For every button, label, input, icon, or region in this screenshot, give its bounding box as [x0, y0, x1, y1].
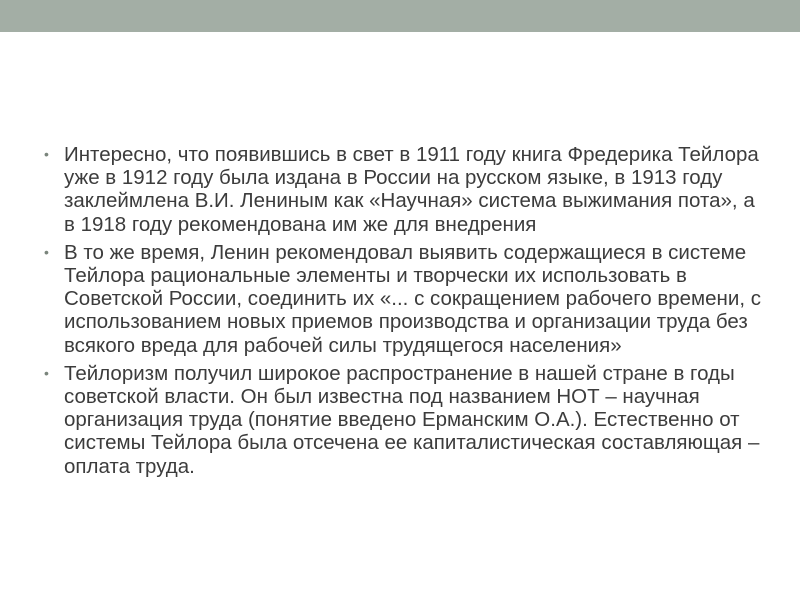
bullet-dot-icon: •: [44, 364, 49, 381]
slide-content: [44, 143, 764, 483]
bullet-item-3: [44, 362, 764, 478]
bullet-text-1: Интересно, что появившись в свет в 1911 году книга Фредерика Тейлора уже в 1912 году была издана в России на русском языке, в 1913 году заклеймлена В.И. Лениным как «Научная» система выжимания пота», а в 1918 году рекомендована им же для внедрения: [64, 143, 759, 236]
bullet-item-2: [44, 241, 764, 357]
top-accent-bar: [0, 0, 800, 32]
bullet-text-2: В то же время, Ленин рекомендовал выявить содержащиеся в системе Тейлора рациональные элементы и творчески их использовать в Советской России, соединить их «... с сокращением рабочего времени, с использованием новых приемов производства и организации труда без всякого вреда для рабочей силы трудящегося населения»: [64, 240, 761, 357]
bullet-text-3: Тейлоризм получил широкое распространение в нашей стране в годы советской власти. Он был известна под названием НОТ – научная организация труда (понятие введено Ерманским О.А.). Естественно от системы Тейлора была отсечена ее капиталистическая составляющая – оплата труда.: [64, 361, 760, 478]
bullet-dot-icon: •: [44, 243, 49, 260]
bullet-item-1: [44, 143, 764, 236]
bullet-dot-icon: •: [44, 146, 49, 162]
bullet-list: [44, 143, 764, 478]
